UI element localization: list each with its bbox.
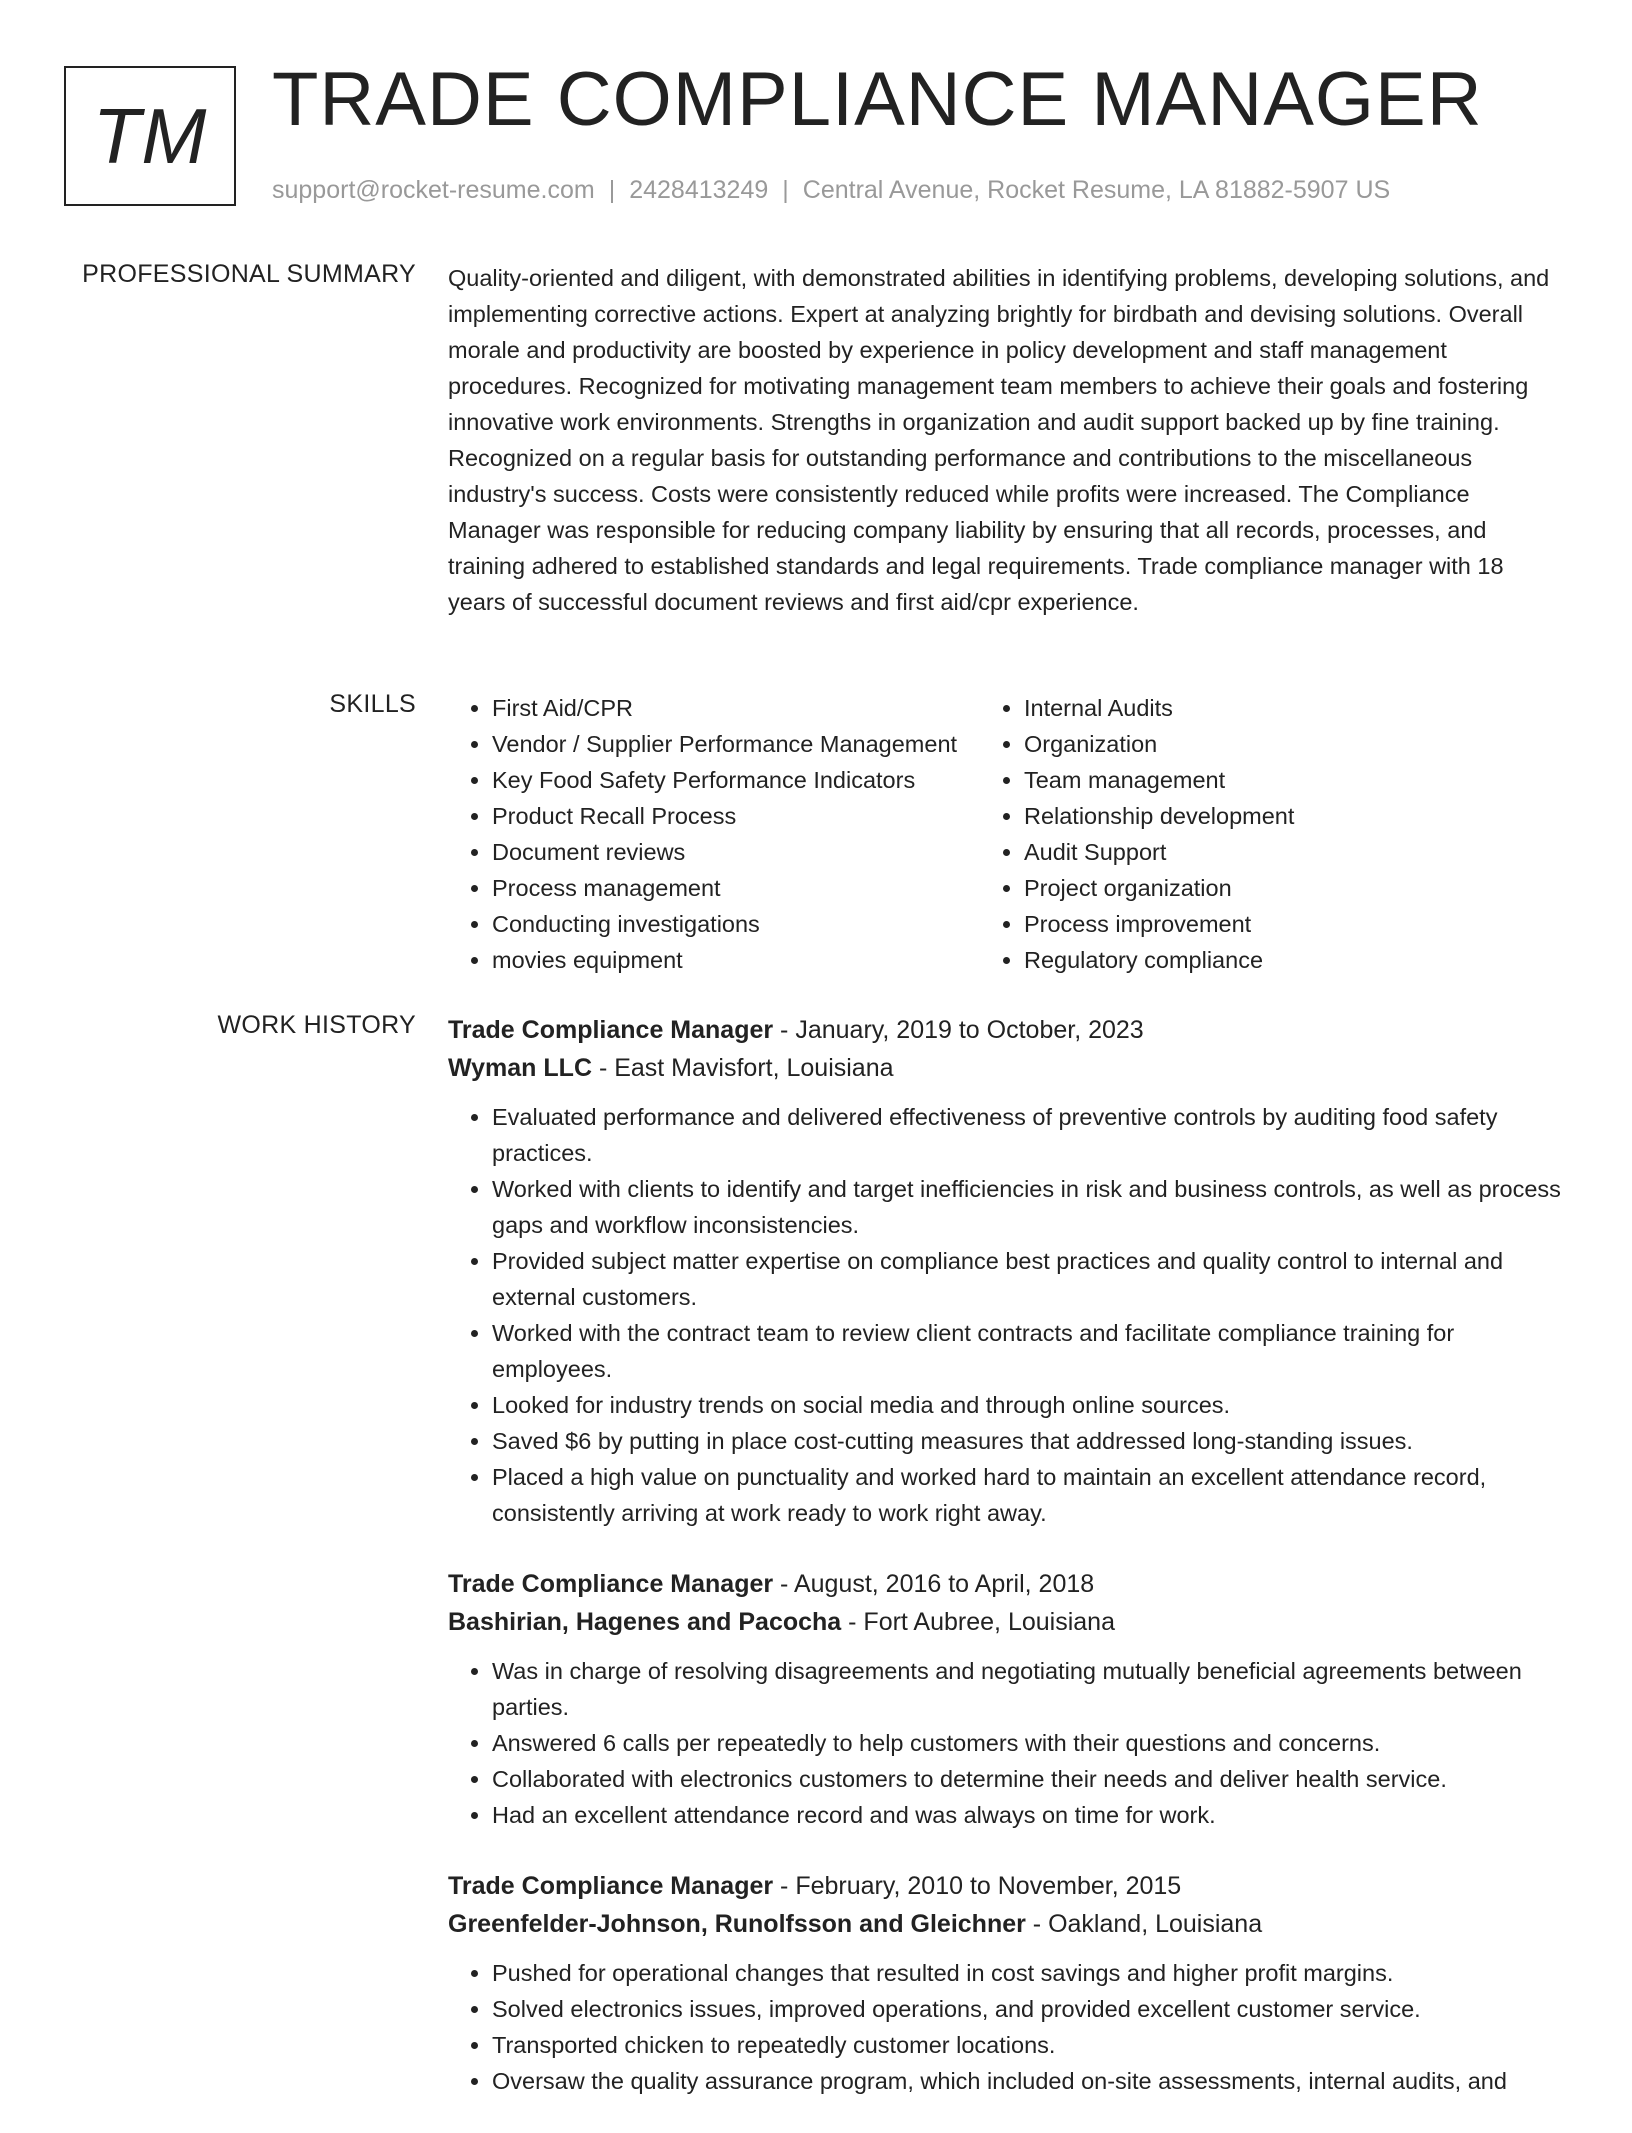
skill-item: • Relationship development (1024, 798, 1564, 834)
job-dates: - August, 2016 to April, 2018 (773, 1570, 1095, 1598)
contact-line (272, 176, 1390, 205)
skill-item: • Team management (1024, 762, 1564, 798)
skill-item: • Vendor / Supplier Performance Management (492, 726, 980, 762)
summary-body (448, 260, 1564, 620)
job-bullet: • Worked with the contract team to review client contracts and facilitate compliance training for employees. (492, 1315, 1564, 1387)
job-title: Trade Compliance Manager (448, 1570, 774, 1598)
skill-item: • Key Food Safety Performance Indicators (492, 762, 980, 798)
job-bullet: • Oversaw the quality assurance program, which included on-site assessments, internal audits, and (492, 2063, 1564, 2099)
job-bullet: • Had an excellent attendance record and was always on time for work. (492, 1797, 1564, 1833)
skill-item: • Conducting investigations (492, 906, 980, 942)
skill-item: • Internal Audits (1024, 690, 1564, 726)
job-entry (448, 1867, 1564, 2099)
job-bullet: • Evaluated performance and delivered effectiveness of preventive controls by auditing food safety practices. (492, 1099, 1564, 1171)
skills-list-right (980, 690, 1564, 978)
section-heading-work-history: WORK HISTORY (217, 1011, 416, 1039)
job-bullets (448, 1955, 1564, 2099)
contact-phone[interactable]: 2428413249 (629, 176, 769, 204)
skill-item: • Project organization (1024, 870, 1564, 906)
job-entry (448, 1011, 1564, 1531)
summary-text: Quality-oriented and diligent, with demonstrated abilities in identifying problems, developing solutions, and implementing corrective actions. Expert at analyzing brightly for birdbath and devising solutions. Overall morale and productivity are boosted by experience in policy development and staff management procedures. Recognized for motivating management team members to achieve their goals and fostering innovative work environments. Strengths in organization and audit support backed up by fine training. Recognized on a regular basis for outstanding performance and contributions to the miscellaneous industry's success. Costs were consistently reduced while profits were increased. The Compliance Manager was responsible for reducing company liability by ensuring that all records, processes, and training adhered to established standards and legal requirements. Trade compliance manager with 18 years of successful document reviews and first aid/cpr experience. (448, 265, 1550, 615)
work-history-body (448, 1011, 1564, 2133)
job-bullet: • Was in charge of resolving disagreements and negotiating mutually beneficial agreements between parties. (492, 1653, 1564, 1725)
resume-title: TRADE COMPLIANCE MANAGER (272, 57, 1483, 142)
section-heading-summary: PROFESSIONAL SUMMARY (82, 260, 416, 288)
job-company-line (448, 1905, 1564, 1943)
job-title-line (448, 1867, 1564, 1905)
skill-item: • Regulatory compliance (1024, 942, 1564, 978)
job-company-line (448, 1049, 1564, 1087)
job-bullet: • Looked for industry trends on social media and through online sources. (492, 1387, 1564, 1423)
skill-item: • Process management (492, 870, 980, 906)
skill-item: • Audit Support (1024, 834, 1564, 870)
job-entry (448, 1565, 1564, 1833)
job-dates: - January, 2019 to October, 2023 (773, 1016, 1144, 1044)
job-bullet: • Placed a high value on punctuality and worked hard to maintain an excellent attendance record, consistently arriving at work ready to work right away. (492, 1459, 1564, 1531)
job-bullet: • Answered 6 calls per repeatedly to help customers with their questions and concerns. (492, 1725, 1564, 1761)
skills-list-left (448, 690, 980, 978)
contact-email[interactable]: support@rocket-resume.com (272, 176, 595, 204)
skills-body (448, 690, 1564, 978)
job-title: Trade Compliance Manager (448, 1872, 774, 1900)
job-company: Bashirian, Hagenes and Pacocha (448, 1608, 842, 1636)
skill-item: • Process improvement (1024, 906, 1564, 942)
job-title-line (448, 1011, 1564, 1049)
job-bullet: • Provided subject matter expertise on compliance best practices and quality control to internal and external customers. (492, 1243, 1564, 1315)
contact-address: Central Avenue, Rocket Resume, LA 81882-5907 US (802, 176, 1391, 204)
job-bullets (448, 1099, 1564, 1531)
job-title-line (448, 1565, 1564, 1603)
job-dates: - February, 2010 to November, 2015 (773, 1872, 1182, 1900)
job-company: Greenfelder-Johnson, Runolfsson and Gleichner (448, 1910, 1026, 1938)
job-location: - East Mavisfort, Louisiana (592, 1054, 894, 1082)
job-bullet: • Solved electronics issues, improved operations, and provided excellent customer service. (492, 1991, 1564, 2027)
job-title: Trade Compliance Manager (448, 1016, 774, 1044)
skill-item: • Document reviews (492, 834, 980, 870)
job-bullet: • Worked with clients to identify and target inefficiencies in risk and business controls, as well as process gaps and workflow inconsistencies. (492, 1171, 1564, 1243)
skill-item: • First Aid/CPR (492, 690, 980, 726)
job-bullet: • Collaborated with electronics customers to determine their needs and deliver health service. (492, 1761, 1564, 1797)
section-heading-skills: SKILLS (329, 690, 416, 718)
job-bullet: • Saved $6 by putting in place cost-cutting measures that addressed long-standing issues. (492, 1423, 1564, 1459)
skill-item: • movies equipment (492, 942, 980, 978)
job-bullet: • Transported chicken to repeatedly customer locations. (492, 2027, 1564, 2063)
job-company: Wyman LLC (448, 1054, 592, 1082)
job-location: - Fort Aubree, Louisiana (841, 1608, 1115, 1636)
job-company-line (448, 1603, 1564, 1641)
contact-separator: | (782, 176, 789, 204)
job-bullets (448, 1653, 1564, 1833)
contact-separator: | (608, 176, 616, 204)
skill-item: • Organization (1024, 726, 1564, 762)
job-location: - Oakland, Louisiana (1025, 1910, 1263, 1938)
skill-item: • Product Recall Process (492, 798, 980, 834)
job-bullet: • Pushed for operational changes that resulted in cost savings and higher profit margins. (492, 1955, 1564, 1991)
monogram-logo: TM (64, 66, 236, 206)
